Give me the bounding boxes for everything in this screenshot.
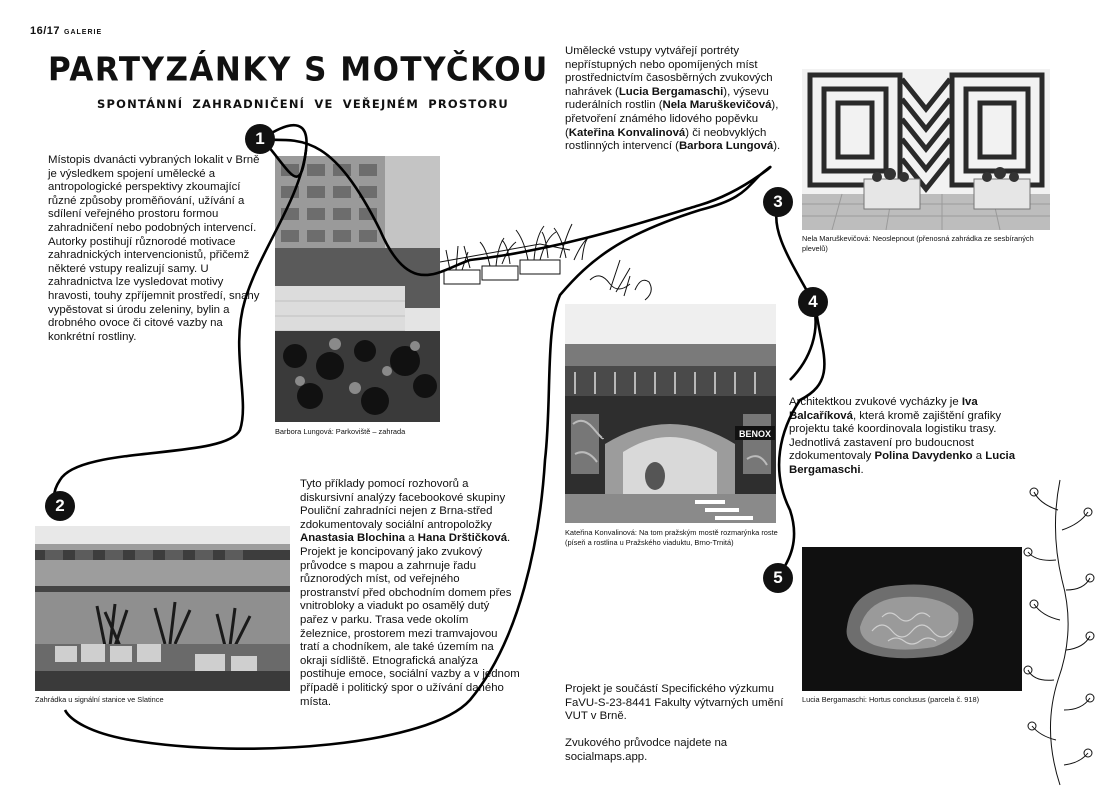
- intro-paragraph: Místopis dvanácti vybraných lokalit v Brně je výsledkem spojení umělecké a antropologické perspektivy zkoumající různé způsoby proměňování, užívání a sdílení veřejného prostoru formou zahradničení nebo podobných intervencí. Autorky postihují různorodé motivace zahradnických intervencionistů, přičemž některé vstupy realizují samy. U zahradnictva lze vysledovat motivy hravosti, touhy zpříjemnit prostředí, snahy vypěstovat si úrodu zeleniny, bylin a drobného ovoce či citové vazby na konkrétní rostliny.: [48, 154, 260, 343]
- plant-illustration-top: [440, 200, 660, 305]
- architect-text: , která kromě zajištění grafiky projektu také koordinovala logistiku trasy. Jednotlivá zastavení pro budoucnost zdokumentovaly: [789, 409, 1002, 463]
- photo-viaduct-image: [565, 304, 776, 523]
- caption-photo-1: Barbora Lungová: Parkoviště – zahrada: [275, 427, 406, 436]
- examples-text: . Projekt je koncipovaný jako zvukový průvodce s mapou a zahrnuje řadu různorodých míst, od veřejného prostranství před obchodním domem přes vnitrobloky a viadukt po osamělý dutý pařez v parku. Trasa vede okolím železnice, prostorem mezi tramvajovou tratí a chodníkem, ale také územím na okraji sídliště. Etnografická analýza postihuje emoce, sociální vazby a v jednom případě i politický spor o užívání daného místa.: [300, 532, 520, 708]
- project-note: Projekt je součástí Specifického výzkumu FaVU-S-23-8441 Fakulty výtvarných umění VUT v Brně.: [565, 683, 784, 723]
- stop-badge-2: 2: [45, 491, 75, 521]
- author-name: Polina Davydenko: [874, 450, 973, 463]
- photo-hortus-conclusus-image: [802, 547, 1022, 691]
- art-text: Umělecké vstupy vytvářejí portréty nepřístupných nebo opomíjených míst prostřednictvím časosběrných zvukových nahrávek (: [565, 45, 773, 98]
- art-text: ), přetvoření známého lidového popěvku (: [565, 99, 779, 139]
- author-name: Nela Maruškevičová: [662, 99, 772, 112]
- stop-badge-4: 4: [798, 287, 828, 317]
- art-paragraph: [565, 45, 793, 154]
- art-text: ).: [773, 140, 781, 153]
- author-name: Anastasia Blochina: [300, 532, 406, 545]
- photo-railway-garden: [35, 526, 290, 691]
- author-name: Iva Balcaříková: [789, 396, 978, 422]
- architect-paragraph: [789, 396, 1037, 478]
- examples-paragraph: [300, 478, 520, 709]
- architect-text: Architektkou zvukové vycházky je: [789, 396, 962, 408]
- author-name: Lucia Bergamaschi: [789, 450, 1016, 476]
- examples-text: a: [405, 532, 418, 545]
- stop-badge-1: 1: [245, 124, 275, 154]
- caption-photo-3: Kateřina Konvalinová: Na tom pražským mostě rozmarýnka roste (píseň a rostlina u Pražského viaduktu, Brno-Trnitá): [565, 528, 778, 547]
- architect-text: .: [860, 463, 864, 476]
- photo-striped-room: [802, 69, 1050, 230]
- section-label: GALERIE: [64, 29, 103, 36]
- photo-viaduct: [565, 304, 776, 523]
- photo-parking-garden-image: [275, 156, 440, 422]
- photo-striped-room-image: [802, 69, 1050, 230]
- page-number: [30, 25, 102, 37]
- photo-railway-garden-image: [35, 526, 290, 691]
- page-title: PARTYZÁNKY S MOTYČKOU: [48, 51, 549, 89]
- stop-badge-3: 3: [763, 187, 793, 217]
- architect-text: a: [972, 450, 986, 463]
- stop-badge-5: 5: [763, 563, 793, 593]
- examples-text: Tyto příklady pomocí rozhovorů a diskursivní analýzy facebookové skupiny Pouliční zahradníci nejen z Brna-střed zdokumentovaly sociální antropoložky: [300, 478, 506, 531]
- photo-hortus-conclusus: [802, 547, 1022, 691]
- author-name: Kateřina Konvalinová: [568, 126, 686, 139]
- plant-illustration-right: [1020, 470, 1098, 790]
- page-subtitle: SPONTÁNNÍ ZAHRADNIČENÍ VE VEŘEJNÉM PROSTORU: [97, 97, 509, 111]
- art-text: ) či neobvyklých rostlinných intervencí (: [565, 126, 767, 153]
- page-number-value: 16/17: [30, 25, 61, 37]
- author-name: Hana Drštičková: [417, 532, 508, 545]
- author-name: Lucia Bergamaschi: [618, 85, 724, 98]
- author-name: Barbora Lungová: [678, 140, 774, 153]
- guide-note: Zvukového průvodce najdete na socialmaps.app.: [565, 737, 728, 763]
- viaduct-sign-text: BENOX: [738, 429, 772, 439]
- caption-photo-2: Zahrádka u signální stanice ve Slatince: [35, 695, 164, 704]
- caption-photo-5: Lucia Bergamaschi: Hortus conclusus (parcela č. 918): [802, 695, 980, 704]
- caption-photo-4: Nela Maruškevičová: Neoslepnout (přenosná zahrádka ze sesbíraných plevelů): [802, 234, 1034, 253]
- art-text: ), výsevu ruderálních rostlin (: [565, 85, 769, 112]
- photo-parking-garden: [275, 156, 440, 422]
